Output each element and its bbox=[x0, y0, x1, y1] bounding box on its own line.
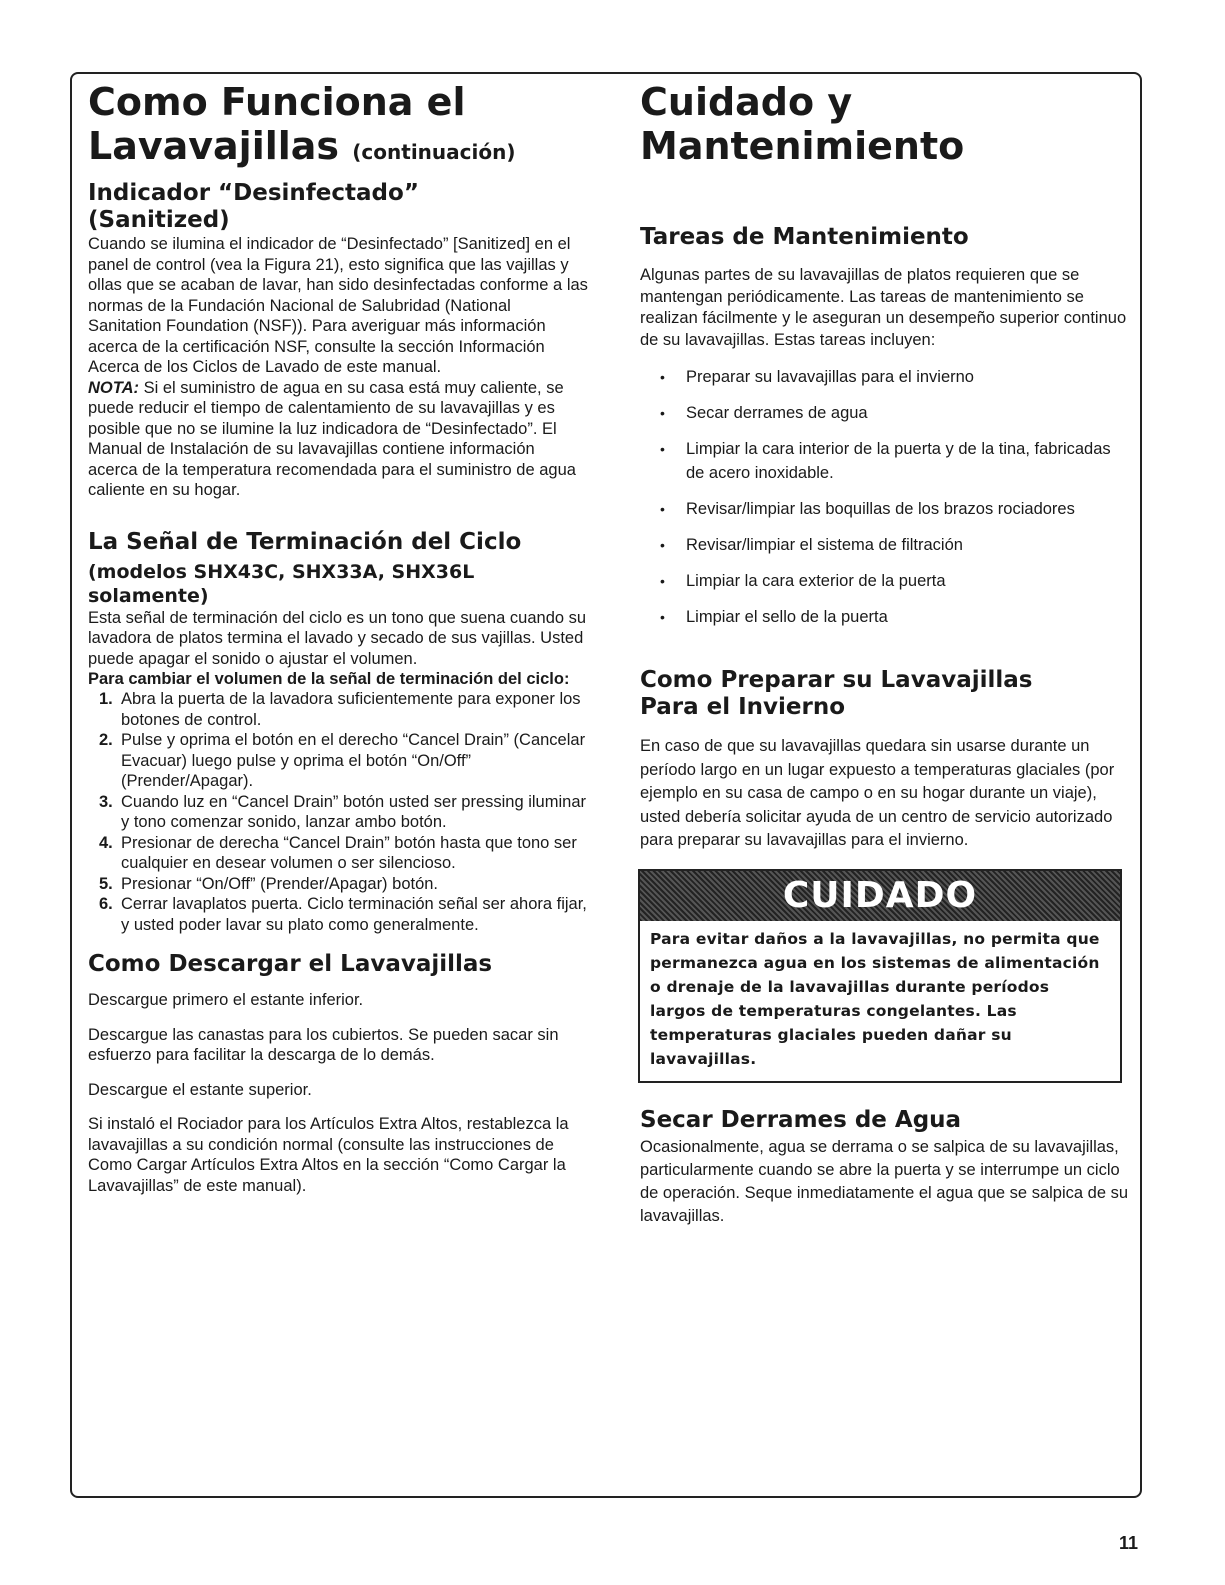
caution-text: Para evitar daños a la lavavajillas, no permita que permanezca agua en los sistemas de alimentación o drenaje de la lavavajillas durante períodos largos de temperaturas congelantes. Las temperaturas glaciales pueden dañar su lavavajillas. bbox=[650, 929, 1100, 1068]
unload-section bbox=[88, 951, 588, 1196]
bullet-icon: • bbox=[660, 573, 665, 589]
unload-heading: Como Descargar el Lavavajillas bbox=[88, 951, 493, 977]
sanitized-heading-line-2: (Sanitized) bbox=[88, 207, 230, 233]
steps-list bbox=[88, 689, 588, 935]
step-text: Cuando luz en “Cancel Drain” botón usted ser pressing iluminar y tono comenzar sonido, lanzar ambo botón. bbox=[121, 792, 586, 831]
end-signal-body: Esta señal de terminación del ciclo es un tono que suena cuando su lavadora de platos termina el lavado y secado de sus vajillas. Usted puede apagar el sonido o ajustar el volumen. bbox=[88, 608, 587, 668]
tasks-section bbox=[640, 224, 1130, 629]
step-item bbox=[88, 894, 588, 935]
end-signal-section bbox=[88, 529, 588, 936]
title-suffix: (continuación) bbox=[352, 140, 516, 164]
caution-box bbox=[638, 869, 1122, 1083]
step-number: 2. bbox=[99, 731, 113, 749]
step-item bbox=[88, 874, 588, 895]
spills-heading: Secar Derrames de Agua bbox=[640, 1106, 962, 1133]
caution-label: CUIDADO bbox=[782, 875, 978, 916]
task-item bbox=[640, 497, 1130, 521]
caution-header bbox=[640, 871, 1120, 921]
step-text: Cerrar lavaplatos puerta. Ciclo terminación señal ser ahora fijar, y usted poder lavar su plato como generalmente. bbox=[121, 895, 587, 934]
task-item bbox=[640, 569, 1130, 593]
winter-heading-line-1: Como Preparar su Lavavajillas bbox=[640, 667, 1033, 693]
step-item bbox=[88, 792, 588, 833]
tasks-body: Algunas partes de su lavavajillas de platos requieren que se mantengan periódicamente. Las tareas de mantenimiento se realizan fácilmente y le aseguran un desempeño superior continuo de su lavavajillas. Estas tareas incluyen: bbox=[640, 266, 1127, 349]
tasks-list bbox=[640, 365, 1130, 629]
step-item bbox=[88, 833, 588, 874]
bullet-icon: • bbox=[660, 537, 665, 553]
task-item bbox=[640, 437, 1130, 485]
step-item bbox=[88, 689, 588, 730]
bullet-icon: • bbox=[660, 369, 665, 385]
end-signal-subheading bbox=[88, 560, 588, 608]
unload-p3: Descargue el estante superior. bbox=[88, 1080, 312, 1099]
sanitized-heading-line-1: Indicador “Desinfectado” bbox=[88, 180, 419, 206]
task-item bbox=[640, 401, 1130, 425]
right-column bbox=[640, 80, 1130, 1228]
section-title-como-funciona bbox=[88, 80, 588, 174]
task-text: Limpiar la cara interior de la puerta y de la tina, fabricadas de acero inoxidable. bbox=[686, 440, 1111, 482]
winter-body: En caso de que su lavavajillas quedara sin usarse durante un período largo en un lugar expuesto a temperaturas glaciales (por ejemplo en su casa de campo o en su hogar durante un viaje), usted debería solicitar ayuda de un centro de servicio autorizado para preparar su lavavajillas para el invierno. bbox=[640, 737, 1115, 849]
title-line-2: Mantenimiento bbox=[640, 124, 965, 168]
section-title-cuidado bbox=[640, 80, 1130, 168]
step-number: 5. bbox=[99, 874, 113, 893]
step-item bbox=[88, 730, 588, 792]
task-text: Limpiar la cara exterior de la puerta bbox=[686, 572, 946, 590]
bullet-icon: • bbox=[660, 501, 665, 517]
tasks-heading: Tareas de Mantenimiento bbox=[640, 224, 969, 250]
task-item bbox=[640, 533, 1130, 557]
end-signal-subheading-line-1: (modelos SHX43C, SHX33A, SHX36L bbox=[88, 560, 475, 583]
task-text: Revisar/limpiar el sistema de filtración bbox=[686, 536, 963, 554]
winter-section bbox=[640, 667, 1130, 853]
step-number: 3. bbox=[99, 792, 113, 811]
bullet-icon: • bbox=[660, 441, 665, 457]
note-label: NOTA: bbox=[88, 378, 140, 397]
note-text: Si el suministro de agua en su casa está muy caliente, se puede reducir el tiempo de calentamiento de su lavavajillas y es posible que no se ilumine la luz indicadora de “Desinfectado”. El Manual de Instalación de su lavavajillas contiene información acerca de la temperatura recomendada para el suministro de agua caliente en su hogar. bbox=[88, 378, 576, 499]
sanitized-body: Cuando se ilumina el indicador de “Desinfectado” [Sanitized] en el panel de control (vea la Figura 21), esto significa que las vajillas y ollas que se acaban de lavar, han sido desinfectadas conforme a las normas de la Fundación Nacional de Salubridad (National Sanitation Foundation (NSF)). Para averiguar más información acerca de la certificación NSF, consulte la sección Información Acerca de los Ciclos de Lavado de este manual. bbox=[88, 235, 588, 376]
end-signal-subheading-line-2: solamente) bbox=[88, 584, 209, 607]
sanitized-section bbox=[88, 180, 588, 501]
title-line-2: Lavavajillas bbox=[88, 124, 340, 168]
title-line-1: Cuidado y bbox=[640, 80, 853, 124]
instructions-title: Para cambiar el volumen de la señal de terminación del ciclo: bbox=[88, 670, 570, 688]
sanitized-note bbox=[88, 378, 588, 501]
task-text: Limpiar el sello de la puerta bbox=[686, 608, 888, 626]
bullet-icon: • bbox=[660, 405, 665, 421]
task-item bbox=[640, 605, 1130, 629]
step-number: 1. bbox=[99, 690, 113, 708]
page-number: 11 bbox=[1118, 1533, 1138, 1553]
step-text: Abra la puerta de la lavadora suficientemente para exponer los botones de control. bbox=[121, 690, 581, 729]
winter-heading bbox=[640, 667, 1130, 721]
step-text: Pulse y oprima el botón en el derecho “Cancel Drain” (Cancelar Evacuar) luego pulse y oprima el botón “On/Off” (Prender/Apagar). bbox=[121, 731, 586, 790]
step-number: 6. bbox=[99, 895, 113, 913]
spills-body: Ocasionalmente, agua se derrama o se salpica de su lavavajillas, particularmente cuando se abre la puerta y se interrumpe un ciclo de operación. Seque inmediatamente el agua que se salpica de su lavavajillas. bbox=[640, 1137, 1129, 1225]
task-text: Secar derrames de agua bbox=[686, 404, 868, 422]
winter-heading-line-2: Para el Invierno bbox=[640, 694, 846, 720]
title-line-1: Como Funciona el bbox=[88, 80, 466, 124]
sanitized-heading bbox=[88, 180, 588, 234]
task-text: Revisar/limpiar las boquillas de los brazos rociadores bbox=[686, 500, 1075, 518]
unload-p1: Descargue primero el estante inferior. bbox=[88, 991, 364, 1009]
step-text: Presionar de derecha “Cancel Drain” botón hasta que tono ser cualquier en desear volumen o ser silencioso. bbox=[121, 833, 577, 872]
step-text: Presionar “On/Off” (Prender/Apagar) botón. bbox=[121, 874, 439, 893]
step-number: 4. bbox=[99, 833, 113, 852]
end-signal-heading: La Señal de Terminación del Ciclo bbox=[88, 528, 522, 555]
bullet-icon: • bbox=[660, 609, 665, 625]
unload-p4: Si instaló el Rociador para los Artículos Extra Altos, restablezca la lavavajillas a su condición normal (consulte las instrucciones de Como Cargar Artículos Extra Altos en la sección “Como Cargar la Lavavajillas” de este manual). bbox=[88, 1115, 569, 1195]
unload-p2: Descargue las canastas para los cubiertos. Se pueden sacar sin esfuerzo para facilitar la descarga de lo demás. bbox=[88, 1025, 559, 1064]
spills-section bbox=[640, 1107, 1130, 1228]
task-text: Preparar su lavavajillas para el invierno bbox=[686, 368, 974, 386]
left-column bbox=[88, 80, 588, 1196]
task-item bbox=[640, 365, 1130, 389]
